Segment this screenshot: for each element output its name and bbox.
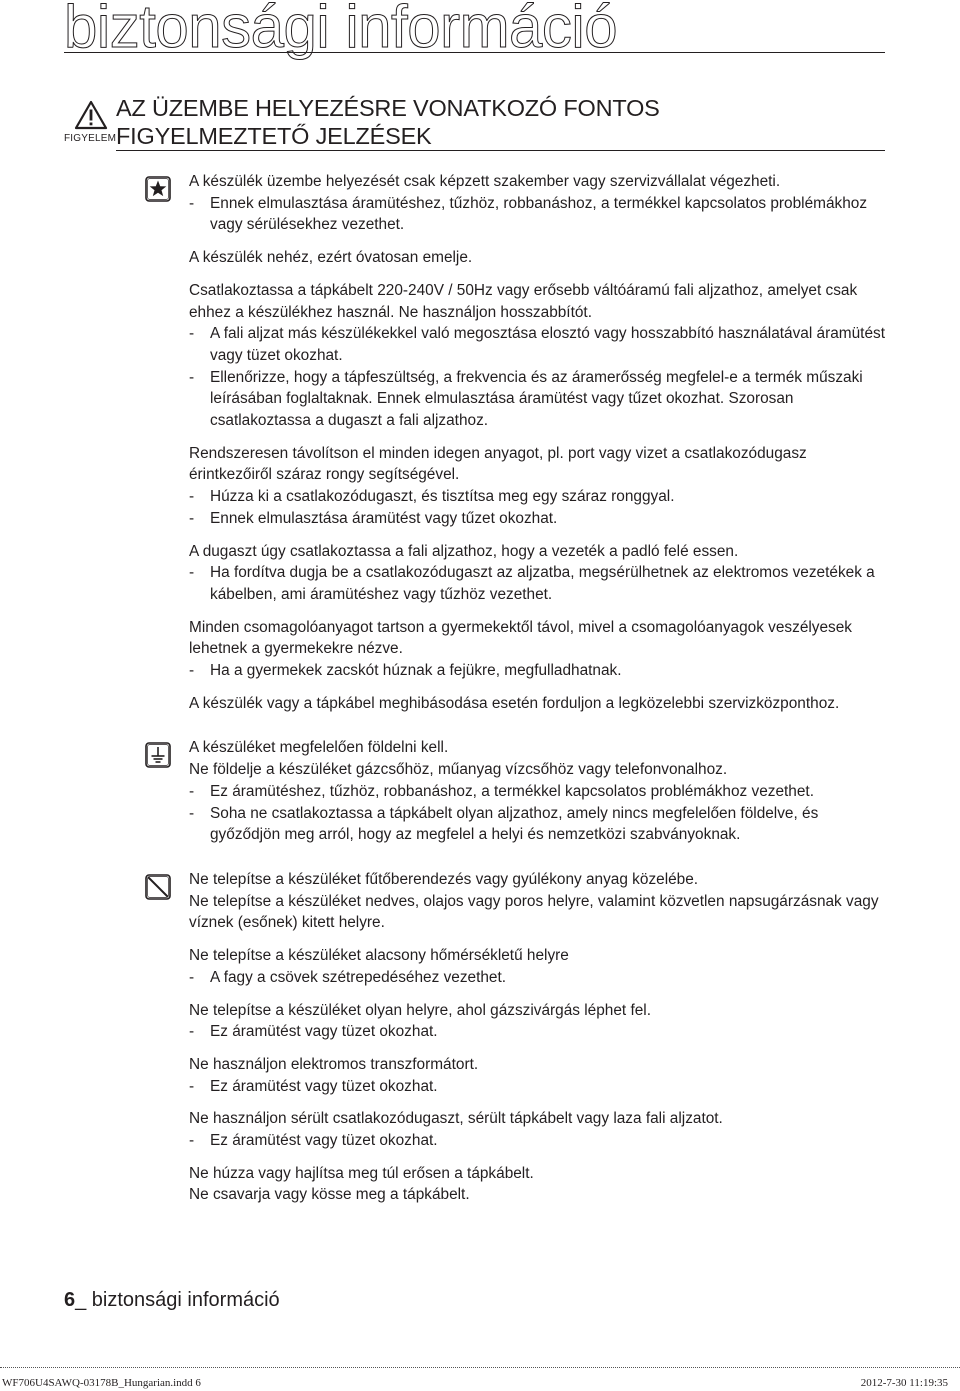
- instruction-text: Ne telepítse a készüléket fűtőberendezés vagy gyúlékony anyag közelébe.: [189, 870, 699, 888]
- warning-caption: FIGYELEM: [64, 133, 117, 144]
- bullet-dash: -: [189, 325, 195, 343]
- instruction-block: [189, 737, 890, 846]
- bullet-item: [189, 967, 890, 989]
- bullet-dash: -: [189, 1023, 195, 1041]
- page-title: biztonsági információ: [64, 0, 618, 60]
- bullet-dash: -: [189, 1132, 195, 1150]
- bullet-dash: -: [189, 509, 195, 527]
- instruction-text: Csatlakoztassa a tápkábelt 220-240V / 50Hz vagy erősebb váltóáramú fali aljzathoz, amelyet csak ehhez a készülékhez használ. Ne használjon hosszabbítót.: [189, 281, 858, 321]
- bullet-item: [189, 193, 890, 236]
- bullet-item: [189, 508, 890, 530]
- instruction-group: [189, 693, 890, 715]
- instruction-text: Minden csomagolóanyagot tartson a gyermekektől távol, mivel a csomagolóanyagok veszélyesek lehetnek a gyermekekre nézve.: [189, 618, 852, 658]
- bullet-item: [189, 367, 890, 432]
- ground-icon: [145, 742, 171, 768]
- slug-timestamp: 2012-7-30 11:19:35: [860, 1377, 948, 1389]
- instruction-group: [189, 617, 890, 682]
- slug-file-name: WF706U4SAWQ-03178B_Hungarian.indd 6: [2, 1377, 201, 1389]
- bullet-text: Ennek elmulasztása áramütést vagy tűzet okozhat.: [210, 509, 558, 527]
- instruction-block: [189, 171, 890, 714]
- bullet-item: [189, 803, 890, 846]
- instruction-text: Ne használjon sérült csatlakozódugaszt, sérült tápkábelt vagy laza fali aljzatot.: [189, 1110, 723, 1128]
- bullet-item: [189, 323, 890, 366]
- bullet-text: Soha ne csatlakoztassa a tápkábelt olyan aljzathoz, amely nincs megfelelően földelve, és győződjön meg arról, hogy az megfelel a helyi és nemzetközi szabványoknak.: [210, 804, 819, 844]
- heading-divider: [116, 150, 885, 151]
- bullet-dash: -: [189, 804, 195, 822]
- instruction-text: A készülék nehéz, ezért óvatosan emelje.: [189, 249, 473, 267]
- bullet-dash: -: [189, 194, 195, 212]
- instruction-text: Rendszeresen távolítson el minden idegen anyagot, pl. port vagy vizet a csatlakozódugasz érintkezőiről száraz rongy segítségével.: [189, 444, 807, 484]
- instruction-group: [189, 247, 890, 269]
- bullet-text: Ha fordítva dugja be a csatlakozódugaszt az aljzatba, megsérülhetnek az elektromos vezetékek a kábelben, ami áramütéshez vagy tűzhöz vezethet.: [210, 564, 875, 603]
- bullet-text: A fali aljzat más készülékekkel való megosztása elosztó vagy hosszabbító használatával áramütést vagy tüzet okozhat.: [210, 325, 885, 364]
- bullet-item: [189, 781, 890, 803]
- instruction-group: [189, 171, 890, 236]
- bullet-dash: -: [189, 968, 195, 986]
- bullet-text: Ez áramütést vagy tüzet okozhat.: [210, 1132, 438, 1150]
- instruction-group: [189, 737, 890, 846]
- instruction-text: Ne telepítse a készüléket olyan helyre, ahol gázszivárgás léphet fel.: [189, 1001, 651, 1019]
- section-heading-line: AZ ÜZEMBE HELYEZÉSRE VONATKOZÓ FONTOS: [116, 95, 660, 121]
- bullet-text: Ellenőrizze, hogy a tápfeszültség, a frekvencia és az áramerősség megfelel-e a termék műszaki leírásában foglaltaknak. Ennek elmulasztása áramütést vagy tűzet okozhat. Szorosan csatlakoztassa a dugaszt a fali aljzathoz.: [210, 368, 863, 430]
- bullet-dash: -: [189, 488, 195, 506]
- page-footer-label: _ biztonsági információ: [75, 1289, 280, 1311]
- instruction-text: A dugaszt úgy csatlakoztassa a fali aljzathoz, hogy a vezeték a padló felé essen.: [189, 542, 739, 560]
- instruction-group: [189, 869, 890, 934]
- bullet-text: Ha a gyermekek zacskót húznak a fejükre, megfulladhatnak.: [210, 662, 622, 680]
- instruction-text: Ne telepítse a készüléket nedves, olajos vagy poros helyre, valamint közvetlen napsugárzásnak vagy víznek (esőnek) kitett helyre.: [189, 892, 879, 932]
- bullet-text: Húzza ki a csatlakozódugaszt, és tisztítsa meg egy száraz ronggyal.: [210, 488, 675, 506]
- bullet-text: Ennek elmulasztása áramütéshez, tűzhöz, robbanáshoz, a termékkel kapcsolatos problémákhoz vagy sérülésekhez vezethet.: [210, 194, 868, 234]
- bullet-dash: -: [189, 1077, 195, 1095]
- instruction-text: Ne húzza vagy hajlítsa meg túl erősen a tápkábelt.: [189, 1164, 534, 1182]
- prohibited-icon: [145, 874, 171, 900]
- instruction-group: [189, 541, 890, 606]
- instruction-text: A készülék üzembe helyezését csak képzett szakember vagy szervizvállalat végezheti.: [189, 173, 781, 190]
- instruction-group: [189, 1108, 890, 1151]
- instruction-group: [189, 1000, 890, 1043]
- bullet-dash: -: [189, 368, 195, 386]
- bullet-item: [189, 1130, 890, 1152]
- bullet-dash: -: [189, 782, 195, 800]
- bullet-text: A fagy a csövek szétrepedéséhez vezethet.: [210, 968, 507, 986]
- star-icon: [145, 176, 171, 202]
- title-divider: [64, 52, 885, 53]
- instruction-text: Ne csavarja vagy kösse meg a tápkábelt.: [189, 1186, 470, 1204]
- instruction-text: Ne használjon elektromos transzformátort.: [189, 1055, 479, 1073]
- instruction-group: [189, 1163, 890, 1206]
- bullet-dash: -: [189, 662, 195, 680]
- instruction-text: Ne telepítse a készüléket alacsony hőmérsékletű helyre: [189, 947, 569, 965]
- page-footer: [64, 1289, 280, 1312]
- instruction-group: [189, 945, 890, 988]
- warning-triangle-icon: [74, 100, 108, 130]
- instruction-group: [189, 443, 890, 530]
- bullet-text: Ez áramütést vagy tüzet okozhat.: [210, 1077, 438, 1095]
- section-heading-line: FIGYELMEZTETŐ JELZÉSEK: [116, 123, 432, 149]
- bullet-item: [189, 562, 890, 605]
- bullet-item: [189, 1076, 890, 1098]
- content: [189, 171, 890, 1206]
- bullet-item: [189, 486, 890, 508]
- instruction-text: A készüléket megfelelően földelni kell.: [189, 739, 449, 757]
- instruction-group: [189, 1054, 890, 1097]
- page-number: 6: [64, 1289, 76, 1311]
- bullet-item: [189, 1021, 890, 1043]
- slug-divider: [0, 1367, 960, 1368]
- instruction-text: Ne földelje a készüléket gázcsőhöz, műanyag vízcsőhöz vagy telefonvonalhoz.: [189, 761, 728, 779]
- bullet-text: Ez áramütést vagy tüzet okozhat.: [210, 1023, 438, 1041]
- section-heading: [116, 94, 660, 150]
- instruction-text: A készülék vagy a tápkábel meghibásodása esetén forduljon a legközelebbi szervizközponthoz.: [189, 694, 840, 712]
- bullet-text: Ez áramütéshez, tűzhöz, robbanáshoz, a termékkel kapcsolatos problémákhoz vezethet.: [210, 782, 814, 800]
- instruction-block: [189, 869, 890, 1206]
- bullet-item: [189, 660, 890, 682]
- instruction-group: [189, 280, 890, 432]
- bullet-dash: -: [189, 564, 195, 582]
